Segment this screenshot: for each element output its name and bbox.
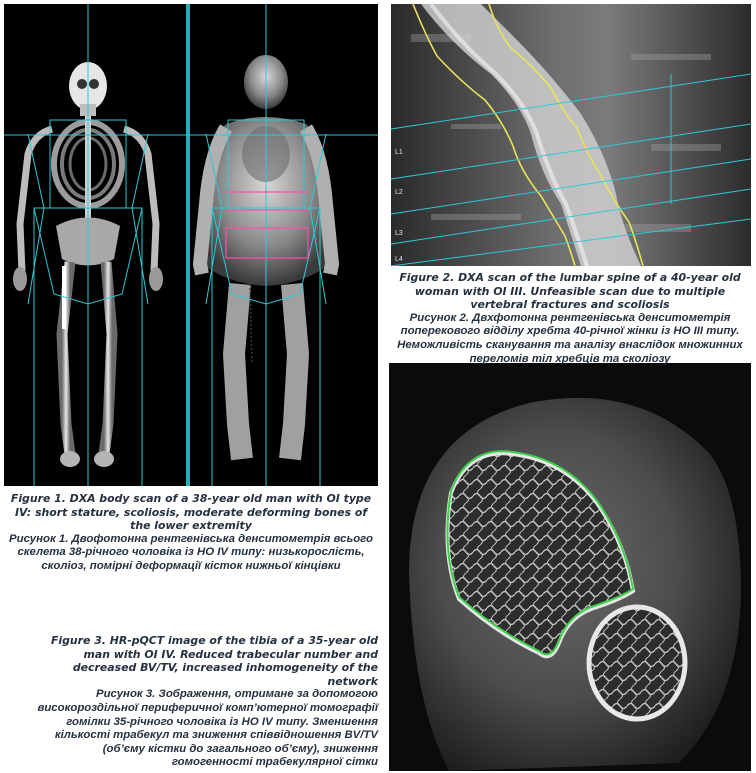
fibula-cross-section xyxy=(589,607,685,719)
figure-3-hrpqct-tibia xyxy=(389,363,751,771)
vertebra-label-l3: L3 xyxy=(395,230,403,237)
figure-3-caption-en: Figure 3. HR-pQCT image of the tibia of a 35-year old man with OI IV. Reduced trabecular number and decreased BV/TV, increased inhomogeneity of the network xyxy=(50,634,378,688)
figure-2-caption xyxy=(389,271,751,366)
figure-1-image xyxy=(4,4,378,486)
vertebra-label-l4: L4 xyxy=(395,256,403,263)
figure-2-lumbar-spine-scan xyxy=(391,4,751,266)
figure-1-caption xyxy=(3,492,379,574)
figure-2-caption-en: Figure 2. DXA scan of the lumbar spine of a 40-year old woman with OI III. Unfeasible scan due to multiple vertebral fractures and scoliosis xyxy=(399,271,741,312)
vertebra-label-l2: L2 xyxy=(395,189,403,196)
figure-1-dxa-body-scan xyxy=(4,4,378,486)
figure-3-image xyxy=(389,363,751,771)
figure-1-caption-en: Figure 1. DXA body scan of a 38-year old man with OI type IV: short stature, scoliosis, moderate deforming bones of the lower extremity xyxy=(10,492,372,533)
figure-3-caption-ua: Рисунок 3. Зображення, отримане за допомогою високороздільної периферичної комп’ютерної томографії гомілки 35-річного чоловіка із НО IV типу. Зменшення кількості трабекул та зниження співвідношення BV/TV (об’єму кістки до загального об’єму), зниження гомогенності трабекулярної сітки xyxy=(37,688,378,769)
figure-3-caption xyxy=(24,634,378,770)
figure-2-image xyxy=(391,4,751,266)
vertebra-label-l1: L1 xyxy=(395,149,403,156)
figure-2-caption-ua: Рисунок 2. Двхфотонна рентгенівська денситометрія поперекового відділу хребта 40-річної жінки із НО III типу. Неможливість сканування та аналізу внаслідок множинних переломів тіл хребців та сколіозу xyxy=(397,311,743,365)
figure-1-caption-ua: Рисунок 1. Двофотонна рентгенівська денситометрія всього скелета 38-річного чоловіка із НО IV типу: низькорослість, сколіоз, помірні деформації кісток нижньої кінцівки xyxy=(9,532,373,572)
